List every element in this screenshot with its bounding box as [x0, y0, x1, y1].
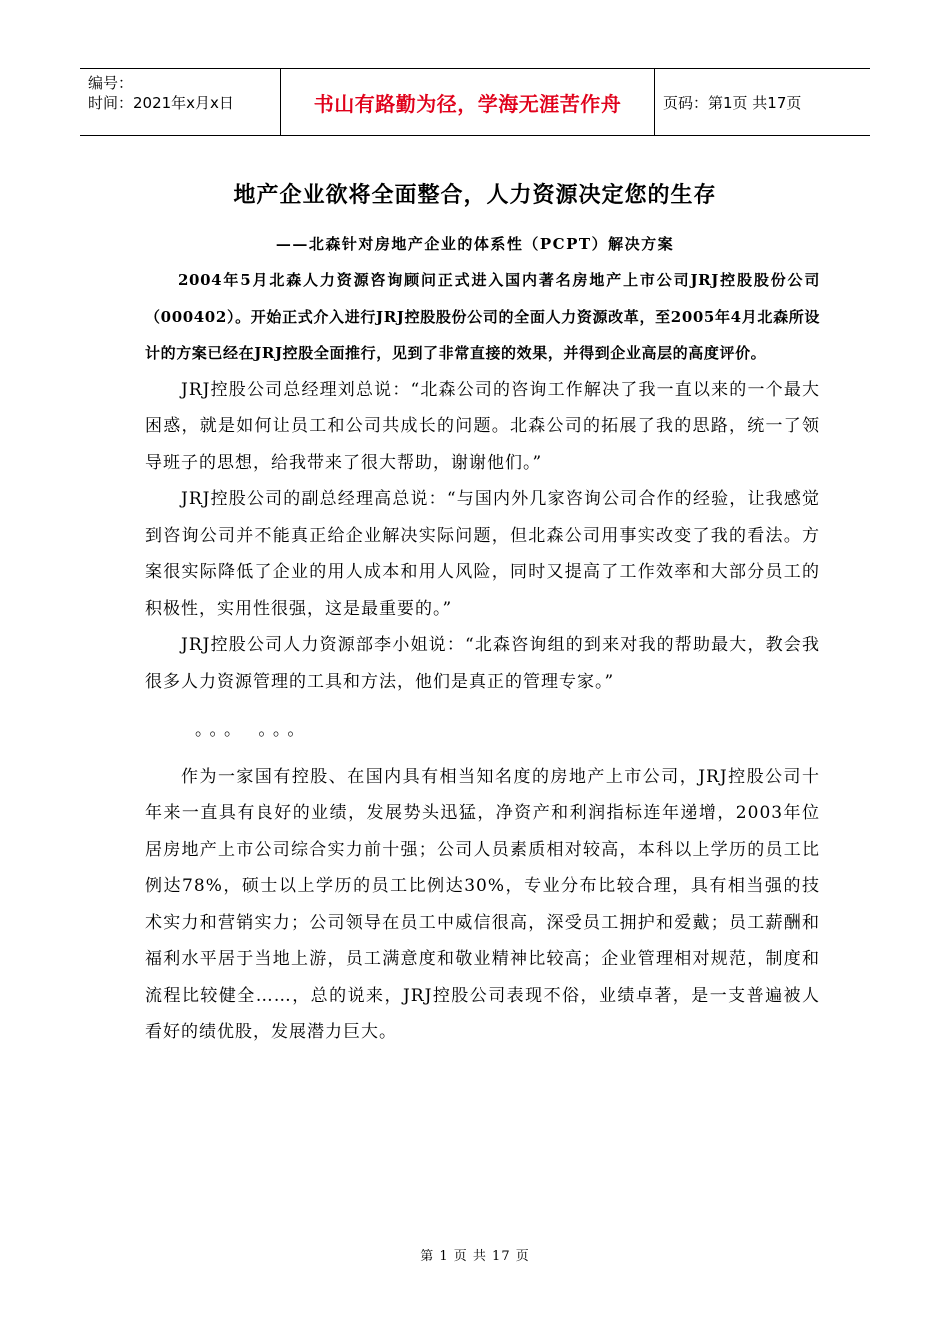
page-footer: 第 1 页 共 17 页	[420, 1249, 530, 1264]
document-subtitle: ——北森针对房地产企业的体系性（PCPT）解决方案	[275, 235, 675, 253]
quote-paragraph-deputy-manager: JRJ控股公司的副总经理高总说：“与国内外几家咨询公司合作的经验，让我感觉到咨询公司并不能真正给企业解决实际问题，但北森公司用事实改变了我的看法。方案很实际降低了企业的用人成本和用人风险，同时又提高了工作效率和大部分员工的积极性，实用性很强，这是最重要的。”	[145, 489, 820, 619]
intro-paragraph: 2004年5月北森人力资源咨询顾问正式进入国内著名房地产上市公司JRJ控股股份公司（000402）。开始正式介入进行JRJ控股股份公司的全面人力资源改革，至2005年4月北森所设计的方案已经在JRJ控股全面推行，见到了非常直接的效果，并得到企业高层的高度评价。	[145, 271, 820, 362]
document-header	[80, 68, 870, 136]
quote-paragraph-hr: JRJ控股公司人力资源部李小姐说：“北森咨询组的到来对我的帮助最大，教会我很多人力资源管理的工具和方法，他们是真正的管理专家。”	[145, 635, 820, 692]
time-label: 时间：2021年x月x日	[88, 94, 234, 112]
body-paragraph: 作为一家国有控股、在国内具有相当知名度的房地产上市公司，JRJ控股公司十年来一直具有良好的业绩，发展势头迅猛，净资产和利润指标连年递增，2003年位居房地产上市公司综合实力前十强；公司人员素质相对较高，本科以上学历的员工比例达78%，硕士以上学历的员工比例达30%，专业分布比较合理，具有相当强的技术实力和营销实力；公司领导在员工中威信很高，深受员工拥护和爱戴；员工薪酬和福利水平居于当地上游，员工满意度和敬业精神比较高；企业管理相对规范，制度和流程比较健全……，总的说来，JRJ控股公司表现不俗，业绩卓著，是一支普遍被人看好的绩优股，发展潜力巨大。	[145, 766, 820, 1042]
header-motto: 书山有路勤为径，学海无涯苦作舟	[280, 69, 655, 135]
number-label: 编号：	[88, 74, 134, 92]
header-meta	[80, 69, 280, 135]
section-ellipsis: 。。。 。。。	[195, 720, 311, 740]
document-body	[145, 262, 820, 1051]
quote-paragraph-general-manager: JRJ控股公司总经理刘总说：“北森公司的咨询工作解决了我一直以来的一个最大困惑，就是如何让员工和公司共成长的问题。北森公司的拓展了我的思路，统一了领导班子的思想，给我带来了很大帮助，谢谢他们。”	[145, 379, 820, 473]
document-title: 地产企业欲将全面整合，人力资源决定您的生存	[233, 183, 717, 208]
header-page-info: 页码：第1页 共17页	[663, 93, 802, 112]
